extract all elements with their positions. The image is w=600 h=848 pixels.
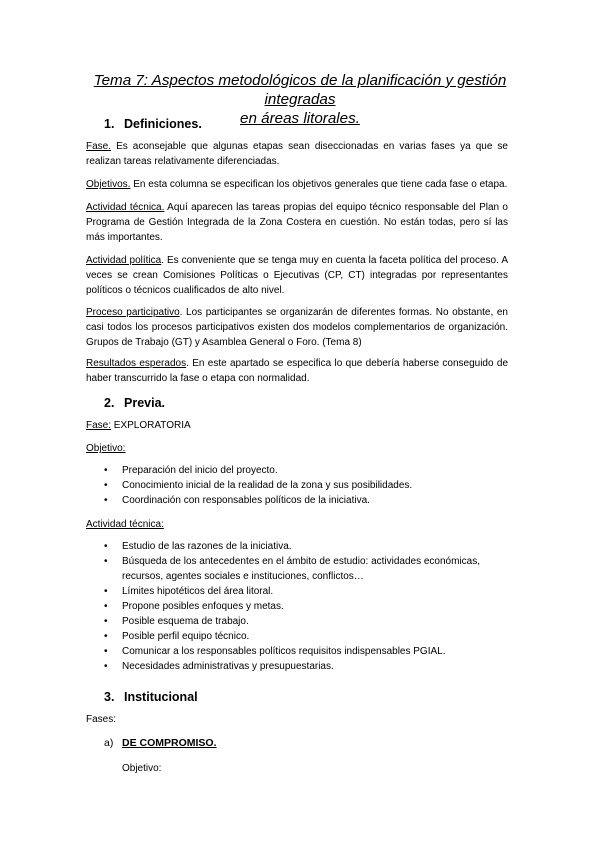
- previa-actividad-label: Actividad técnica:: [86, 519, 164, 530]
- section-number: 2.: [104, 396, 115, 410]
- list-item: • Límites hipotéticos del área litoral.: [104, 584, 508, 599]
- section-heading-definiciones: [104, 116, 202, 132]
- definition-term: Objetivos.: [86, 179, 131, 190]
- list-item: • Comunicar a los responsables políticos requisitos indispensables PGIAL.: [104, 644, 508, 659]
- section-heading-previa: [104, 395, 165, 411]
- previa-objetivo-label: Objetivo:: [86, 443, 126, 454]
- definition-actividad-tecnica: [86, 200, 508, 245]
- previa-objetivos-list: [104, 463, 508, 508]
- title-line-1: Tema 7: Aspectos metodológicos de la planificación y gestión integradas: [93, 72, 507, 108]
- definition-term: Proceso participativo: [86, 307, 180, 318]
- definition-text: . Es conveniente que se tenga muy en cuenta la faceta política del proceso. A veces se crean Comisiones Políticas o Ejecutivas (CP, CT) integradas por representantes políticos o técnicos cualificados de alto nivel.: [86, 255, 508, 296]
- list-item: • Estudio de las razones de la iniciativa.: [104, 539, 508, 554]
- list-item: • Posible esquema de trabajo.: [104, 614, 508, 629]
- subsection-heading-compromiso: [104, 736, 217, 751]
- fase-value: EXPLORATORIA: [111, 420, 191, 431]
- definition-text: . En este apartado se especifica lo que debería haberse conseguido de haber transcurrido la fase o etapa con normalidad.: [86, 358, 508, 384]
- definition-fase: [86, 139, 508, 169]
- list-item: • Necesidades administrativas y presupuestarias.: [104, 659, 508, 674]
- definition-term: Actividad técnica.: [86, 202, 165, 213]
- section-number: 1.: [104, 117, 115, 131]
- fase-label: Fase:: [86, 420, 112, 431]
- list-item: • Preparación del inicio del proyecto.: [104, 463, 508, 478]
- definition-term: Resultados esperados: [86, 358, 187, 369]
- list-item: • Conocimiento inicial de la realidad de la zona y sus posibilidades.: [104, 478, 508, 493]
- list-item: • Búsqueda de los antecedentes en el ámbito de estudio: actividades económicas, recursos, agentes sociales e instituciones, conflictos…: [104, 554, 508, 584]
- definition-term: Fase.: [86, 141, 112, 152]
- compromiso-objetivo-label: Objetivo:: [122, 763, 162, 774]
- list-item: • Coordinación con responsables políticos de la iniciativa.: [104, 493, 508, 508]
- previa-fase: [86, 418, 508, 433]
- definition-text: . Los participantes se organizarán de diferentes formas. No obstante, en casi todos los procesos participativos existen dos modelos complementarios de organización. Grupos de Trabajo (GT) y Asamblea General o Foro. (Tema 8): [86, 307, 508, 348]
- section-title: Previa.: [124, 396, 166, 410]
- definition-text: En esta columna se especifican los objetivos generales que tiene cada fase o etapa.: [130, 179, 508, 190]
- subsection-title: DE COMPROMISO.: [122, 737, 217, 749]
- list-item: • Propone posibles enfoques y metas.: [104, 599, 508, 614]
- definition-proceso-participativo: [86, 305, 508, 350]
- title-line-2: en áreas litorales.: [240, 110, 360, 127]
- list-item: • Posible perfil equipo técnico.: [104, 629, 508, 644]
- definition-term: Actividad política: [86, 255, 162, 266]
- previa-actividades-list: [104, 539, 508, 674]
- subsection-number: a): [104, 737, 114, 749]
- definition-text: Es aconsejable que algunas etapas sean diseccionadas en varias fases ya que se realizan tareas relativamente diferenciadas.: [86, 141, 508, 167]
- definition-objetivos: [86, 177, 508, 192]
- definition-text: Aquí aparecen las tareas propias del equipo técnico responsable del Plan o Programa de Gestión Integrada de la Zona Costera en cuestión. No están todas, pero sí las más importantes.: [86, 202, 508, 243]
- institucional-fases-label: Fases:: [86, 714, 117, 725]
- definition-resultados-esperados: [86, 356, 508, 386]
- section-title: Definiciones.: [124, 117, 202, 131]
- definition-actividad-politica: [86, 253, 508, 298]
- section-heading-institucional: [104, 689, 198, 705]
- section-number: 3.: [104, 690, 115, 704]
- section-title: Institucional: [124, 690, 198, 704]
